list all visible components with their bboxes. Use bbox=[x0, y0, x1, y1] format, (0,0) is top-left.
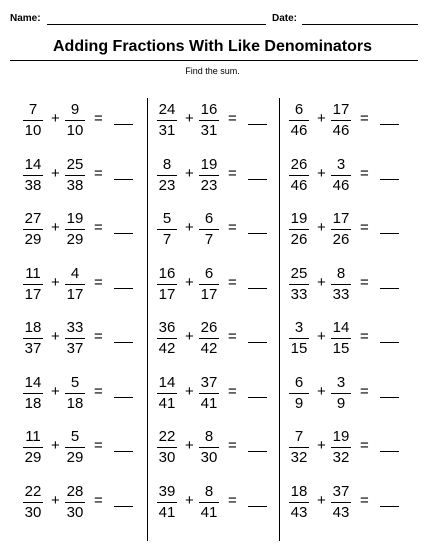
fraction bbox=[198, 100, 220, 140]
denominator: 10 bbox=[66, 122, 84, 139]
denominator: 30 bbox=[66, 503, 84, 521]
numerator: 3 bbox=[336, 155, 346, 173]
fraction-bar bbox=[199, 393, 219, 394]
fraction-bar bbox=[199, 338, 219, 339]
denominator: 17 bbox=[200, 285, 218, 303]
numerator: 37 bbox=[332, 482, 350, 500]
denominator: 30 bbox=[24, 503, 42, 521]
denominator: 17 bbox=[66, 285, 84, 303]
answer-blank[interactable] bbox=[248, 233, 267, 234]
denominator: 7 bbox=[204, 231, 214, 248]
numerator: 39 bbox=[158, 482, 176, 500]
plus-sign: + bbox=[185, 110, 194, 127]
numerator: 19 bbox=[332, 428, 350, 445]
numerator: 5 bbox=[70, 373, 80, 391]
answer-blank[interactable] bbox=[248, 179, 267, 180]
numerator: 33 bbox=[66, 319, 84, 336]
answer-blank[interactable] bbox=[114, 288, 133, 289]
plus-sign: + bbox=[317, 219, 326, 236]
numerator: 14 bbox=[332, 319, 350, 336]
denominator: 9 bbox=[294, 394, 304, 412]
fraction-bar bbox=[157, 175, 177, 176]
denominator: 42 bbox=[158, 340, 176, 357]
answer-blank[interactable] bbox=[380, 506, 399, 507]
plus-sign: + bbox=[51, 328, 60, 345]
equals-sign: = bbox=[228, 491, 237, 509]
worksheet-header bbox=[10, 11, 418, 27]
plus-sign: + bbox=[185, 491, 194, 509]
numerator: 19 bbox=[66, 210, 84, 227]
fraction bbox=[22, 209, 44, 249]
fraction-bar bbox=[65, 120, 85, 121]
denominator: 33 bbox=[290, 285, 308, 303]
fraction bbox=[198, 373, 220, 413]
equals-sign: = bbox=[360, 382, 369, 400]
fraction-bar bbox=[23, 284, 43, 285]
numerator: 8 bbox=[204, 482, 214, 500]
denominator: 41 bbox=[200, 394, 218, 412]
numerator: 17 bbox=[332, 101, 350, 118]
numerator: 7 bbox=[28, 101, 38, 118]
plus-sign: + bbox=[51, 437, 60, 454]
numerator: 19 bbox=[290, 210, 308, 227]
numerator: 6 bbox=[294, 101, 304, 118]
fraction-bar bbox=[199, 229, 219, 230]
denominator: 29 bbox=[66, 231, 84, 248]
fraction bbox=[22, 318, 44, 358]
fraction bbox=[64, 209, 86, 249]
fraction-bar bbox=[157, 338, 177, 339]
column-divider bbox=[147, 98, 148, 541]
fraction-bar bbox=[331, 284, 351, 285]
answer-blank[interactable] bbox=[114, 124, 133, 125]
numerator: 11 bbox=[25, 264, 41, 282]
answer-blank[interactable] bbox=[114, 451, 133, 452]
numerator: 6 bbox=[204, 264, 214, 282]
denominator: 15 bbox=[332, 340, 350, 357]
denominator: 42 bbox=[200, 340, 218, 357]
fraction bbox=[288, 155, 310, 195]
fraction-bar bbox=[331, 447, 351, 448]
equals-sign: = bbox=[228, 437, 237, 454]
fraction-bar bbox=[65, 338, 85, 339]
numerator: 7 bbox=[294, 428, 304, 445]
fraction bbox=[288, 100, 310, 140]
numerator: 5 bbox=[70, 428, 80, 445]
equals-sign: = bbox=[360, 110, 369, 127]
fraction bbox=[288, 482, 310, 522]
numerator: 16 bbox=[158, 264, 176, 282]
fraction-bar bbox=[331, 338, 351, 339]
fraction-bar bbox=[289, 393, 309, 394]
plus-sign: + bbox=[185, 382, 194, 400]
fraction bbox=[288, 209, 310, 249]
plus-sign: + bbox=[185, 328, 194, 345]
denominator: 17 bbox=[158, 285, 176, 303]
plus-sign: + bbox=[51, 110, 60, 127]
fraction bbox=[64, 264, 86, 304]
denominator: 46 bbox=[290, 176, 308, 194]
equals-sign: = bbox=[94, 219, 103, 236]
fraction bbox=[198, 427, 220, 467]
fraction-bar bbox=[331, 502, 351, 503]
answer-blank[interactable] bbox=[380, 179, 399, 180]
denominator: 41 bbox=[158, 503, 176, 521]
fraction-bar bbox=[65, 175, 85, 176]
denominator: 31 bbox=[200, 122, 218, 139]
fraction-bar bbox=[23, 229, 43, 230]
numerator: 16 bbox=[200, 101, 218, 118]
denominator: 46 bbox=[290, 122, 308, 139]
numerator: 3 bbox=[336, 373, 346, 391]
fraction bbox=[198, 264, 220, 304]
fraction-bar bbox=[289, 447, 309, 448]
fraction bbox=[156, 373, 178, 413]
fraction-bar bbox=[289, 229, 309, 230]
answer-blank[interactable] bbox=[380, 124, 399, 125]
numerator: 27 bbox=[24, 210, 42, 227]
denominator: 38 bbox=[24, 176, 42, 194]
numerator: 5 bbox=[162, 210, 172, 227]
denominator: 29 bbox=[24, 231, 42, 248]
fraction bbox=[330, 427, 352, 467]
fraction bbox=[22, 100, 44, 140]
numerator: 22 bbox=[24, 482, 42, 500]
equals-sign: = bbox=[228, 273, 237, 291]
numerator: 3 bbox=[294, 319, 304, 336]
plus-sign: + bbox=[51, 491, 60, 509]
fraction-bar bbox=[199, 120, 219, 121]
plus-sign: + bbox=[317, 328, 326, 345]
fraction bbox=[288, 373, 310, 413]
fraction bbox=[288, 264, 310, 304]
answer-blank[interactable] bbox=[380, 451, 399, 452]
numerator: 28 bbox=[66, 482, 84, 500]
denominator: 33 bbox=[332, 285, 350, 303]
fraction-bar bbox=[331, 229, 351, 230]
equals-sign: = bbox=[360, 219, 369, 236]
answer-blank[interactable] bbox=[114, 179, 133, 180]
equals-sign: = bbox=[94, 273, 103, 291]
denominator: 32 bbox=[290, 449, 308, 466]
equals-sign: = bbox=[360, 328, 369, 345]
plus-sign: + bbox=[317, 273, 326, 291]
fraction-bar bbox=[157, 120, 177, 121]
equals-sign: = bbox=[360, 273, 369, 291]
numerator: 25 bbox=[290, 264, 308, 282]
answer-blank[interactable] bbox=[114, 342, 133, 343]
fraction bbox=[64, 373, 86, 413]
denominator: 43 bbox=[332, 503, 350, 521]
fraction-bar bbox=[289, 502, 309, 503]
plus-sign: + bbox=[317, 437, 326, 454]
fraction-bar bbox=[23, 502, 43, 503]
numerator: 8 bbox=[336, 264, 346, 282]
fraction bbox=[22, 373, 44, 413]
numerator: 24 bbox=[158, 101, 176, 118]
answer-blank[interactable] bbox=[114, 506, 133, 507]
numerator: 37 bbox=[200, 373, 218, 391]
equals-sign: = bbox=[94, 437, 103, 454]
plus-sign: + bbox=[185, 273, 194, 291]
fraction-bar bbox=[157, 393, 177, 394]
fraction-bar bbox=[331, 175, 351, 176]
denominator: 17 bbox=[24, 285, 42, 303]
denominator: 37 bbox=[66, 340, 84, 357]
answer-blank[interactable] bbox=[248, 124, 267, 125]
plus-sign: + bbox=[185, 437, 194, 454]
plus-sign: + bbox=[317, 110, 326, 127]
answer-blank[interactable] bbox=[380, 397, 399, 398]
numerator: 6 bbox=[294, 373, 304, 391]
answer-blank[interactable] bbox=[380, 288, 399, 289]
fraction bbox=[156, 427, 178, 467]
equals-sign: = bbox=[94, 491, 103, 509]
fraction bbox=[22, 482, 44, 522]
equals-sign: = bbox=[94, 328, 103, 345]
fraction bbox=[156, 155, 178, 195]
fraction bbox=[198, 482, 220, 522]
plus-sign: + bbox=[51, 164, 60, 182]
denominator: 31 bbox=[158, 122, 176, 139]
fraction bbox=[330, 482, 352, 522]
fraction bbox=[288, 318, 310, 358]
plus-sign: + bbox=[51, 273, 60, 291]
fraction-bar bbox=[65, 447, 85, 448]
numerator: 14 bbox=[158, 373, 176, 391]
fraction-bar bbox=[289, 338, 309, 339]
denominator: 46 bbox=[332, 122, 350, 139]
fraction-bar bbox=[331, 120, 351, 121]
numerator: 8 bbox=[162, 155, 172, 173]
fraction bbox=[64, 155, 86, 195]
answer-blank[interactable] bbox=[248, 451, 267, 452]
denominator: 23 bbox=[158, 176, 176, 194]
fraction bbox=[330, 209, 352, 249]
denominator: 23 bbox=[200, 176, 218, 194]
denominator: 38 bbox=[66, 176, 84, 194]
fraction bbox=[156, 482, 178, 522]
equals-sign: = bbox=[228, 164, 237, 182]
equals-sign: = bbox=[228, 328, 237, 345]
fraction-bar bbox=[199, 175, 219, 176]
column-divider bbox=[279, 98, 280, 541]
denominator: 41 bbox=[200, 503, 218, 521]
fraction bbox=[156, 209, 178, 249]
fraction-bar bbox=[23, 338, 43, 339]
numerator: 18 bbox=[290, 482, 308, 500]
fraction bbox=[156, 318, 178, 358]
fraction-bar bbox=[199, 284, 219, 285]
plus-sign: + bbox=[185, 219, 194, 236]
numerator: 6 bbox=[204, 210, 214, 227]
answer-blank[interactable] bbox=[380, 342, 399, 343]
fraction-bar bbox=[289, 175, 309, 176]
numerator: 14 bbox=[24, 373, 42, 391]
plus-sign: + bbox=[317, 164, 326, 182]
fraction-bar bbox=[23, 447, 43, 448]
worksheet-title: Adding Fractions With Like Denominators bbox=[53, 38, 372, 55]
fraction-bar bbox=[157, 502, 177, 503]
fraction bbox=[330, 264, 352, 304]
numerator: 22 bbox=[158, 428, 176, 445]
fraction-bar bbox=[23, 393, 43, 394]
fraction bbox=[156, 264, 178, 304]
fraction bbox=[156, 100, 178, 140]
fraction bbox=[64, 427, 86, 467]
equals-sign: = bbox=[94, 110, 103, 127]
fraction bbox=[288, 427, 310, 467]
fraction-bar bbox=[289, 120, 309, 121]
fraction bbox=[22, 264, 44, 304]
denominator: 29 bbox=[24, 449, 42, 466]
denominator: 43 bbox=[290, 503, 308, 521]
answer-blank[interactable] bbox=[248, 397, 267, 398]
plus-sign: + bbox=[51, 219, 60, 236]
date-field[interactable] bbox=[302, 24, 418, 25]
fraction-bar bbox=[157, 229, 177, 230]
plus-sign: + bbox=[317, 382, 326, 400]
answer-blank[interactable] bbox=[248, 506, 267, 507]
answer-blank[interactable] bbox=[248, 342, 267, 343]
fraction-bar bbox=[65, 393, 85, 394]
fraction-bar bbox=[199, 447, 219, 448]
fraction bbox=[198, 318, 220, 358]
fraction-bar bbox=[65, 284, 85, 285]
denominator: 30 bbox=[158, 449, 176, 466]
denominator: 26 bbox=[332, 231, 350, 248]
fraction-bar bbox=[289, 284, 309, 285]
fraction bbox=[64, 482, 86, 522]
fraction bbox=[64, 100, 86, 140]
title-divider bbox=[10, 60, 418, 61]
denominator: 26 bbox=[290, 231, 308, 248]
equals-sign: = bbox=[228, 219, 237, 236]
numerator: 18 bbox=[24, 319, 42, 336]
denominator: 18 bbox=[24, 394, 42, 412]
denominator: 46 bbox=[332, 176, 350, 194]
name-field[interactable] bbox=[47, 24, 266, 25]
denominator: 7 bbox=[162, 231, 172, 248]
plus-sign: + bbox=[51, 382, 60, 400]
fraction bbox=[330, 373, 352, 413]
denominator: 30 bbox=[200, 449, 218, 466]
fraction-bar bbox=[65, 229, 85, 230]
fraction-bar bbox=[331, 393, 351, 394]
fraction bbox=[330, 318, 352, 358]
plus-sign: + bbox=[317, 491, 326, 509]
date-label: Date: bbox=[272, 13, 298, 24]
numerator: 36 bbox=[158, 319, 176, 336]
numerator: 19 bbox=[200, 155, 218, 173]
numerator: 26 bbox=[200, 319, 218, 336]
fraction bbox=[330, 155, 352, 195]
denominator: 9 bbox=[336, 394, 346, 412]
instructions: Find the sum. bbox=[185, 66, 240, 76]
equals-sign: = bbox=[94, 164, 103, 182]
denominator: 32 bbox=[332, 449, 350, 466]
numerator: 9 bbox=[70, 101, 80, 118]
equals-sign: = bbox=[360, 437, 369, 454]
equals-sign: = bbox=[360, 164, 369, 182]
fraction-bar bbox=[23, 175, 43, 176]
numerator: 14 bbox=[24, 155, 42, 173]
equals-sign: = bbox=[228, 382, 237, 400]
fraction-bar bbox=[23, 120, 43, 121]
fraction-bar bbox=[157, 284, 177, 285]
fraction-bar bbox=[199, 502, 219, 503]
denominator: 41 bbox=[158, 394, 176, 412]
plus-sign: + bbox=[185, 164, 194, 182]
fraction-bar bbox=[65, 502, 85, 503]
name-label: Name: bbox=[10, 13, 41, 24]
answer-blank[interactable] bbox=[380, 233, 399, 234]
denominator: 15 bbox=[290, 340, 308, 357]
numerator: 8 bbox=[204, 428, 214, 445]
fraction bbox=[22, 427, 44, 467]
denominator: 37 bbox=[24, 340, 42, 357]
fraction-bar bbox=[157, 447, 177, 448]
answer-blank[interactable] bbox=[248, 288, 267, 289]
fraction bbox=[198, 209, 220, 249]
numerator: 11 bbox=[25, 428, 41, 445]
denominator: 18 bbox=[66, 394, 84, 412]
answer-blank[interactable] bbox=[114, 397, 133, 398]
fraction bbox=[64, 318, 86, 358]
equals-sign: = bbox=[360, 491, 369, 509]
answer-blank[interactable] bbox=[114, 233, 133, 234]
denominator: 29 bbox=[66, 449, 84, 466]
equals-sign: = bbox=[228, 110, 237, 127]
numerator: 4 bbox=[70, 264, 80, 282]
numerator: 17 bbox=[332, 210, 350, 227]
fraction bbox=[198, 155, 220, 195]
fraction bbox=[22, 155, 44, 195]
numerator: 26 bbox=[290, 155, 308, 173]
denominator: 10 bbox=[24, 122, 42, 139]
numerator: 25 bbox=[66, 155, 84, 173]
fraction bbox=[330, 100, 352, 140]
equals-sign: = bbox=[94, 382, 103, 400]
